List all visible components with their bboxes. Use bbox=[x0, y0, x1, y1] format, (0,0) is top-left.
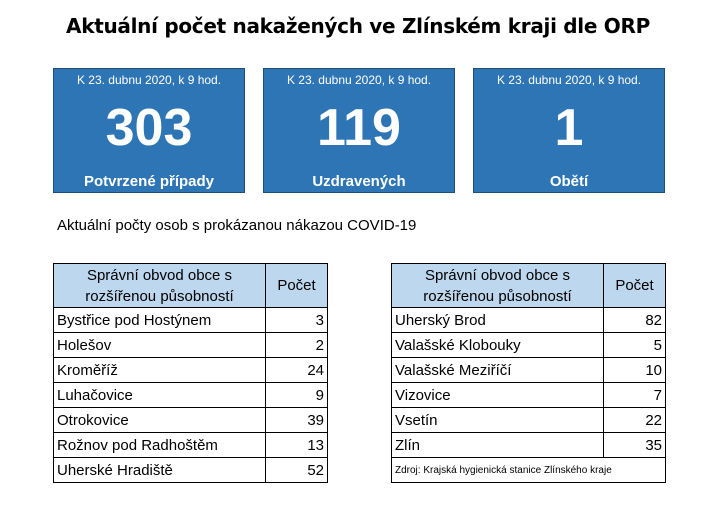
right-orp-table bbox=[391, 263, 666, 483]
area-cell: Luhačovice bbox=[54, 383, 266, 408]
count-cell: 39 bbox=[266, 408, 328, 433]
area-cell: Uherské Hradiště bbox=[54, 458, 266, 483]
card-value: 303 bbox=[105, 99, 193, 157]
confirmed-cases-card bbox=[53, 68, 245, 193]
count-cell: 7 bbox=[604, 383, 666, 408]
table-row bbox=[392, 383, 666, 408]
table-header-row bbox=[54, 264, 328, 308]
area-header bbox=[392, 264, 604, 308]
count-cell: 52 bbox=[266, 458, 328, 483]
area-cell: Valašské Klobouky bbox=[392, 333, 604, 358]
count-cell: 3 bbox=[266, 308, 328, 333]
source-row bbox=[392, 458, 666, 483]
card-date: K 23. dubnu 2020, k 9 hod. bbox=[496, 73, 642, 87]
recovered-card bbox=[263, 68, 455, 193]
count-cell: 10 bbox=[604, 358, 666, 383]
card-value: 1 bbox=[554, 99, 584, 157]
count-header: Počet bbox=[604, 264, 666, 308]
page-title: Aktuální počet nakažených ve Zlínském kraji dle ORP bbox=[66, 14, 650, 38]
table-header-row bbox=[392, 264, 666, 308]
area-cell: Holešov bbox=[54, 333, 266, 358]
table-row bbox=[392, 333, 666, 358]
area-cell: Kroměříž bbox=[54, 358, 266, 383]
table-row bbox=[392, 358, 666, 383]
card-label: Uzdravených bbox=[312, 173, 406, 190]
area-cell: Zlín bbox=[392, 433, 604, 458]
area-cell: Vizovice bbox=[392, 383, 604, 408]
card-label: Obětí bbox=[549, 173, 589, 190]
count-cell: 13 bbox=[266, 433, 328, 458]
card-date: K 23. dubnu 2020, k 9 hod. bbox=[286, 73, 432, 87]
count-cell: 22 bbox=[604, 408, 666, 433]
area-cell: Bystřice pod Hostýnem bbox=[54, 308, 266, 333]
area-cell: Rožnov pod Radhoštěm bbox=[54, 433, 266, 458]
count-cell: 24 bbox=[266, 358, 328, 383]
count-header: Počet bbox=[266, 264, 328, 308]
count-cell: 5 bbox=[604, 333, 666, 358]
area-header-line2: rozšířenou působností bbox=[423, 287, 572, 305]
area-header-line1: Správní obvod obce s bbox=[424, 266, 571, 284]
card-value: 119 bbox=[317, 99, 401, 157]
area-header bbox=[54, 264, 266, 308]
count-cell: 9 bbox=[266, 383, 328, 408]
table-row bbox=[392, 433, 666, 458]
card-label: Potvrzené případy bbox=[83, 173, 215, 190]
table-row bbox=[54, 433, 328, 458]
source-note: Zdroj: Krajská hygienická stanice Zlínského kraje bbox=[392, 458, 666, 483]
area-cell: Uherský Brod bbox=[392, 308, 604, 333]
table-row bbox=[54, 358, 328, 383]
table-row bbox=[54, 308, 328, 333]
area-header-line1: Správní obvod obce s bbox=[86, 266, 233, 284]
table-row bbox=[392, 308, 666, 333]
card-date: K 23. dubnu 2020, k 9 hod. bbox=[76, 73, 222, 87]
count-cell: 35 bbox=[604, 433, 666, 458]
count-cell: 2 bbox=[266, 333, 328, 358]
table-row bbox=[54, 383, 328, 408]
table-row bbox=[54, 333, 328, 358]
subtitle: Aktuální počty osob s prokázanou nákazou COVID-19 bbox=[57, 217, 417, 234]
table-row bbox=[392, 408, 666, 433]
area-cell: Valašské Meziříčí bbox=[392, 358, 604, 383]
left-orp-table bbox=[53, 263, 328, 483]
area-cell: Vsetín bbox=[392, 408, 604, 433]
area-header-line2: rozšířenou působností bbox=[85, 287, 234, 305]
count-cell: 82 bbox=[604, 308, 666, 333]
area-cell: Otrokovice bbox=[54, 408, 266, 433]
table-row bbox=[54, 458, 328, 483]
table-row bbox=[54, 408, 328, 433]
deaths-card bbox=[473, 68, 665, 193]
